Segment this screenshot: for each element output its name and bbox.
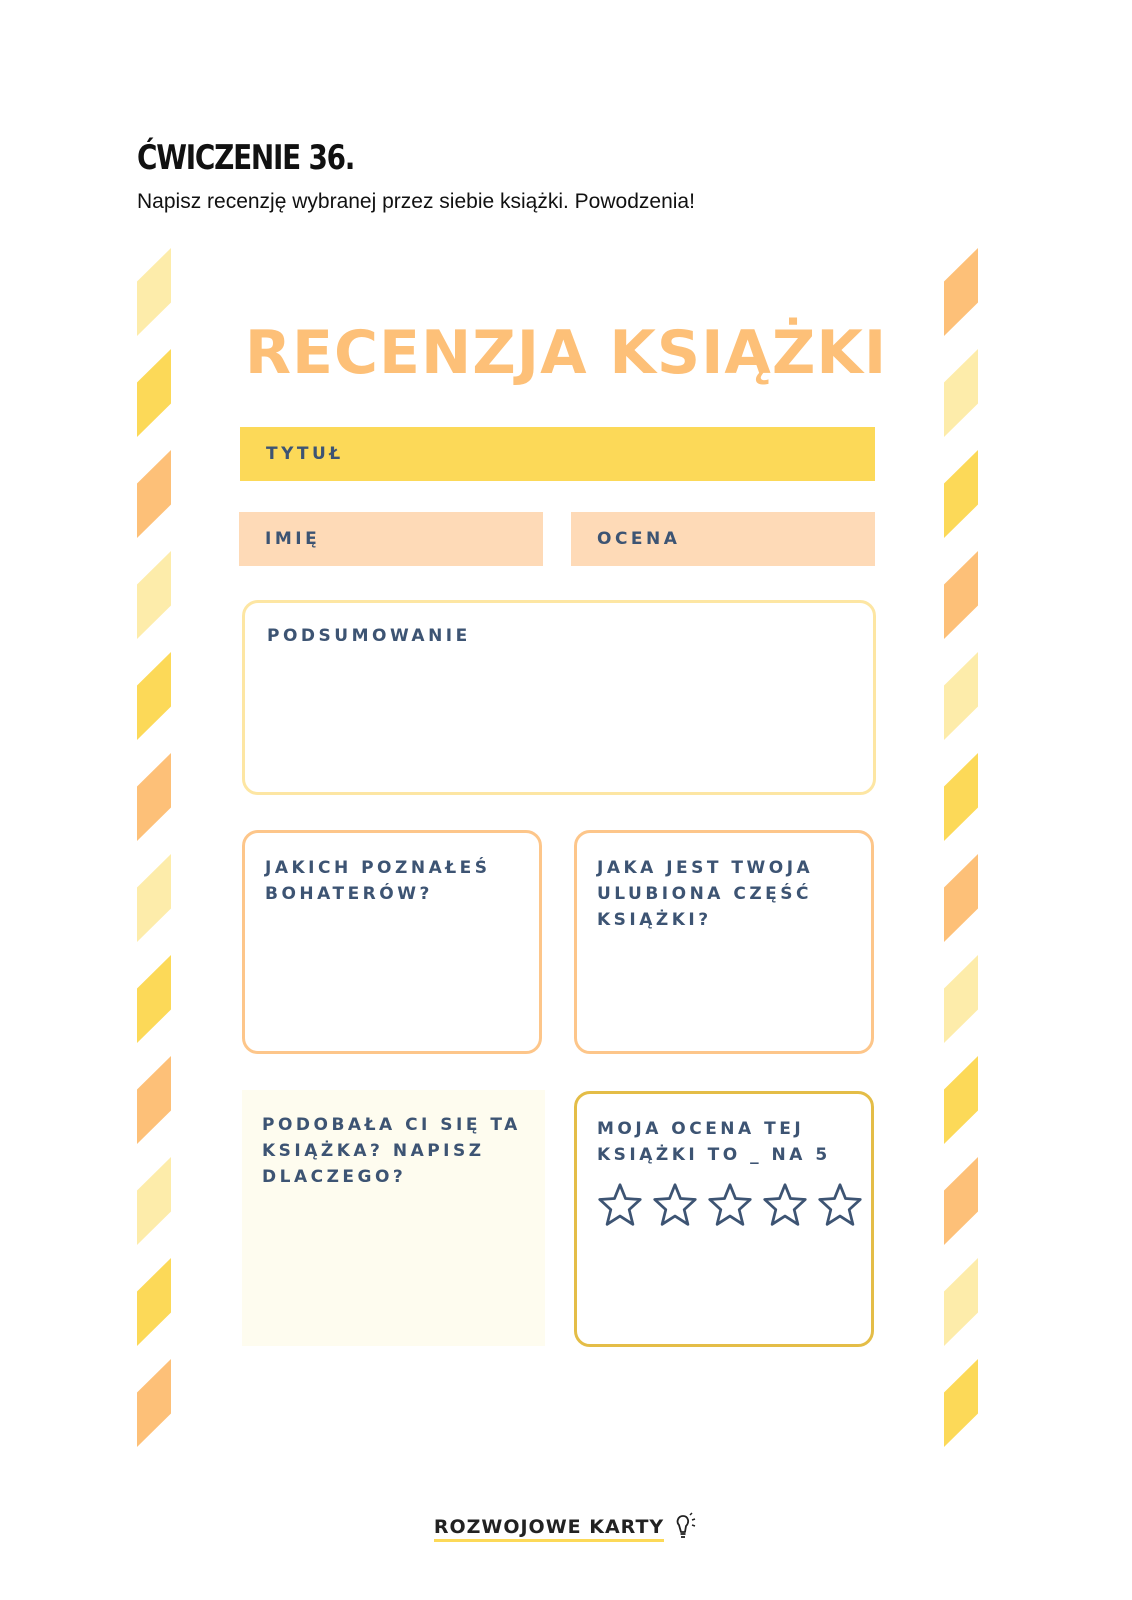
stripe-segment — [137, 1258, 171, 1346]
star-icon[interactable] — [817, 1182, 863, 1233]
liked-box-label: PODOBAŁA CI SIĘ TA KSIĄŻKA? NAPISZ DLACZEGO? — [262, 1115, 521, 1187]
rating-field[interactable] — [571, 512, 875, 566]
decorative-stripes-right — [944, 248, 978, 1428]
name-field[interactable] — [239, 512, 543, 566]
stripe-segment — [137, 955, 171, 1043]
star-icon[interactable] — [762, 1182, 808, 1233]
star-icon[interactable] — [597, 1182, 643, 1233]
decorative-stripes-left — [137, 248, 171, 1428]
footer-brand: ROZWOJOWE KARTY — [434, 1516, 664, 1542]
rating-field-label: OCENA — [597, 529, 681, 549]
title-field-label: TYTUŁ — [266, 444, 344, 464]
name-field-label: IMIĘ — [265, 529, 321, 549]
title-field[interactable] — [240, 427, 875, 481]
favorite-part-box-label: JAKA JEST TWOJA ULUBIONA CZĘŚĆ KSIĄŻKI? — [597, 858, 814, 930]
summary-box[interactable] — [242, 600, 876, 795]
stripe-segment — [944, 1157, 978, 1245]
exercise-title: ĆWICZENIE 36. — [137, 138, 355, 178]
stripe-segment — [944, 1359, 978, 1447]
my-rating-box-label: MOJA OCENA TEJ KSIĄŻKI TO _ NA 5 — [597, 1119, 831, 1165]
characters-box-label: JAKICH POZNAŁEŚ BOHATERÓW? — [265, 858, 491, 904]
rating-stars — [597, 1182, 863, 1233]
stripe-segment — [944, 854, 978, 942]
my-rating-box[interactable] — [574, 1091, 874, 1347]
stripe-segment — [944, 753, 978, 841]
characters-box[interactable] — [242, 830, 542, 1054]
favorite-part-box[interactable] — [574, 830, 874, 1054]
stripe-segment — [137, 551, 171, 639]
worksheet-title: RECENZJA KSIĄŻKI — [244, 318, 888, 388]
stripe-segment — [944, 652, 978, 740]
exercise-instruction: Napisz recenzję wybranej przez siebie książki. Powodzenia! — [137, 190, 695, 213]
stripe-segment — [137, 652, 171, 740]
star-icon[interactable] — [707, 1182, 753, 1233]
stripe-segment — [137, 1157, 171, 1245]
lightbulb-icon — [670, 1512, 698, 1545]
footer — [0, 1512, 1132, 1545]
stripe-segment — [137, 450, 171, 538]
stripe-segment — [137, 854, 171, 942]
star-icon[interactable] — [652, 1182, 698, 1233]
stripe-segment — [944, 1258, 978, 1346]
stripe-segment — [944, 450, 978, 538]
stripe-segment — [944, 955, 978, 1043]
liked-box[interactable] — [242, 1090, 545, 1346]
stripe-segment — [137, 1056, 171, 1144]
stripe-segment — [137, 753, 171, 841]
stripe-segment — [944, 551, 978, 639]
stripe-segment — [137, 1359, 171, 1447]
summary-box-label: PODSUMOWANIE — [267, 626, 471, 646]
stripe-segment — [944, 1056, 978, 1144]
